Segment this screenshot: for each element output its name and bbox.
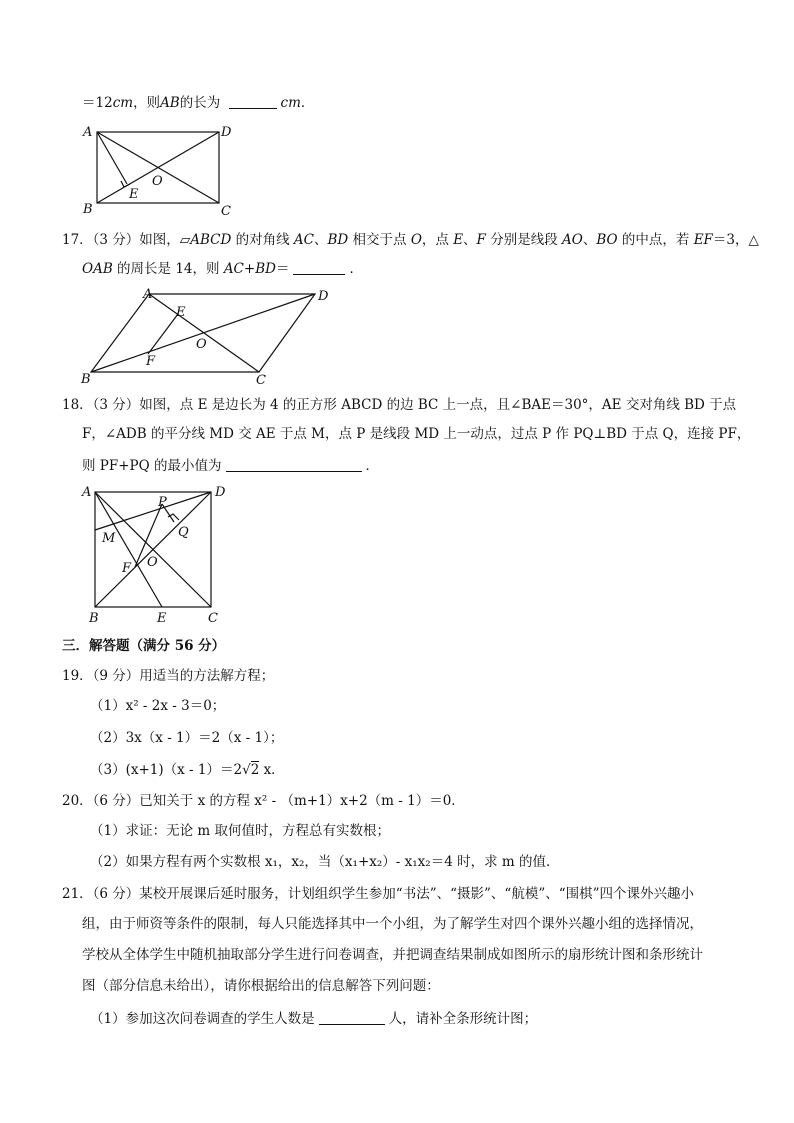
q21-answer-blank[interactable] <box>319 1010 385 1025</box>
q17-t9: E <box>453 232 464 248</box>
q17-t8: ，点 <box>421 232 454 248</box>
q18-l3a: 则 PF+PQ 的最小值为 <box>82 458 222 474</box>
q19-sub3 <box>90 760 285 780</box>
q17-answer-blank[interactable] <box>293 260 345 275</box>
q18-label-f: F <box>122 561 132 576</box>
q16-figure <box>80 122 240 222</box>
q17-l2d: ＝ <box>275 261 290 277</box>
q21-line1: 21．（6 分）某校开展课后延时服务，计划组织学生参加“书法”、“摄影”、“航模”、“围棋”四个课外兴趣小 <box>62 886 695 902</box>
q17-line1 <box>62 230 759 250</box>
q17-t10: 、 <box>463 232 477 248</box>
q17-label-a: A <box>143 287 153 302</box>
q19-sub3-radicand: 2 <box>250 762 260 778</box>
q18-figure <box>80 482 240 632</box>
q17-l2b: 的周长是 14，则 <box>112 261 224 277</box>
q20-sub2: （2）如果方程有两个实数根 x₁，x₂，当（x₁+x₂）- x₁x₂＝4 时，求 m 的值． <box>90 854 560 870</box>
q17-label-o: O <box>196 337 207 352</box>
q18-answer-blank[interactable] <box>226 457 362 472</box>
q17-l2a: OAB <box>82 261 113 277</box>
q17-label-d: D <box>318 289 329 304</box>
q17-t6: 相交于点 <box>348 232 411 248</box>
q19-sub1: （1）x² - 2x - 3＝0； <box>90 698 226 714</box>
q16-continuation <box>82 93 314 113</box>
q16-cm: cm <box>112 95 134 111</box>
q17-label-e: E <box>176 305 186 320</box>
q17-t15: BO <box>596 232 618 248</box>
q21-line3: 学校从全体学生中随机抽取部分学生进行问卷调查，并把调查结果制成如图所示的扇形统计图和条形统计 <box>82 947 703 963</box>
q18-label-o: O <box>147 555 158 570</box>
q19-sub3-a: （3）(x+1)（x - 1）＝2 <box>90 762 243 778</box>
sqrt-symbol: √ <box>242 762 251 778</box>
q18-label-q: Q <box>178 525 189 540</box>
q16-label-o: O <box>152 174 163 189</box>
q21-sub1-a: （1）参加这次问卷调查的学生人数是 <box>90 1011 315 1027</box>
q21-line4: 图（部分信息未给出），请你根据给出的信息解答下列问题： <box>82 978 440 994</box>
q18-label-p: P <box>158 495 167 510</box>
q18-label-c: C <box>208 611 218 626</box>
q16-text-b: ，则 <box>133 95 161 111</box>
q18-label-a: A <box>82 485 92 500</box>
q16-ab: AB <box>160 95 180 111</box>
q21-sub1-b: 人，请补全条形统计图； <box>388 1011 538 1027</box>
q16-unit: cm <box>280 95 301 111</box>
q17-t12: 分别是线段 <box>485 232 563 248</box>
q16-label-d: D <box>221 125 232 140</box>
q17-t11: F <box>476 232 486 248</box>
q17-label-f: F <box>146 354 156 369</box>
q17-l2e: ． <box>349 261 363 277</box>
q17-t5: BD <box>327 232 349 248</box>
q18-l3b: ． <box>365 458 379 474</box>
q17-label-b: B <box>81 372 91 387</box>
q18-line1: 18．（3 分）如图，点 E 是边长为 4 的正方形 ABCD 的边 BC 上一点，且∠BAE＝30°，AE 交对角线 BD 于点 <box>62 397 737 413</box>
q17-t16: 的中点，若 <box>617 232 694 248</box>
q21-sub1 <box>90 1009 537 1029</box>
q18-label-d: D <box>215 485 226 500</box>
q18-line3 <box>82 456 379 476</box>
q16-period: ． <box>300 95 315 111</box>
q17-t7: O <box>410 232 422 248</box>
q17-t13: AO <box>562 232 583 248</box>
q17-t17: EF <box>693 232 713 248</box>
q17-l2c: AC+BD <box>223 261 276 277</box>
q16-label-b: B <box>83 202 93 217</box>
q18-line2: F，∠ADB 的平分线 MD 交 AE 于点 M，点 P 是线段 MD 上一动点，过点 P 作 PQ⊥BD 于点 Q，连接 PF， <box>82 426 751 442</box>
q16-answer-blank[interactable] <box>229 94 277 109</box>
q16-text-a: ＝12 <box>82 95 113 111</box>
q17-t18: ＝3，△ <box>712 232 759 248</box>
q17-label-c: C <box>256 373 266 388</box>
q19-sub3-b: x． <box>259 762 285 778</box>
q16-text-c: 的长为 <box>179 95 221 111</box>
q19-sub2: （2）3x（x - 1）＝2（x - 1）； <box>90 730 284 746</box>
q17-t14: 、 <box>582 232 597 248</box>
q17-line2 <box>82 259 363 279</box>
q16-label-c: C <box>221 204 231 219</box>
q16-label-a: A <box>83 125 93 140</box>
q18-label-m: M <box>102 531 116 546</box>
q21-line2: 组，由于师资等条件的限制，每人只能选择其中一个小组，为了解学生对四个课外兴趣小组的选择情况， <box>82 916 703 932</box>
q20-title: 20．（6 分）已知关于 x 的方程 x² - （m+1）x+2（m - 1）＝0． <box>62 793 465 809</box>
q17-figure <box>80 286 340 386</box>
q19-title: 19．（9 分）用适当的方法解方程； <box>62 668 275 684</box>
q18-label-e: E <box>157 611 167 626</box>
section-header: 三．解答题（满分 56 分） <box>62 638 226 654</box>
q17-t3: AC <box>293 232 314 248</box>
q17-t1: ABCD <box>190 232 232 248</box>
q17-t4: 、 <box>313 232 328 248</box>
q17-num: 17．（3 分）如图， <box>62 232 180 248</box>
q17-para-symbol: ▱ <box>179 232 191 248</box>
q18-label-b: B <box>89 611 99 626</box>
q16-label-e: E <box>129 187 139 202</box>
q20-sub1: （1）求证：无论 m 取何值时，方程总有实数根； <box>90 823 390 839</box>
q17-t2: 的对角线 <box>231 232 294 248</box>
